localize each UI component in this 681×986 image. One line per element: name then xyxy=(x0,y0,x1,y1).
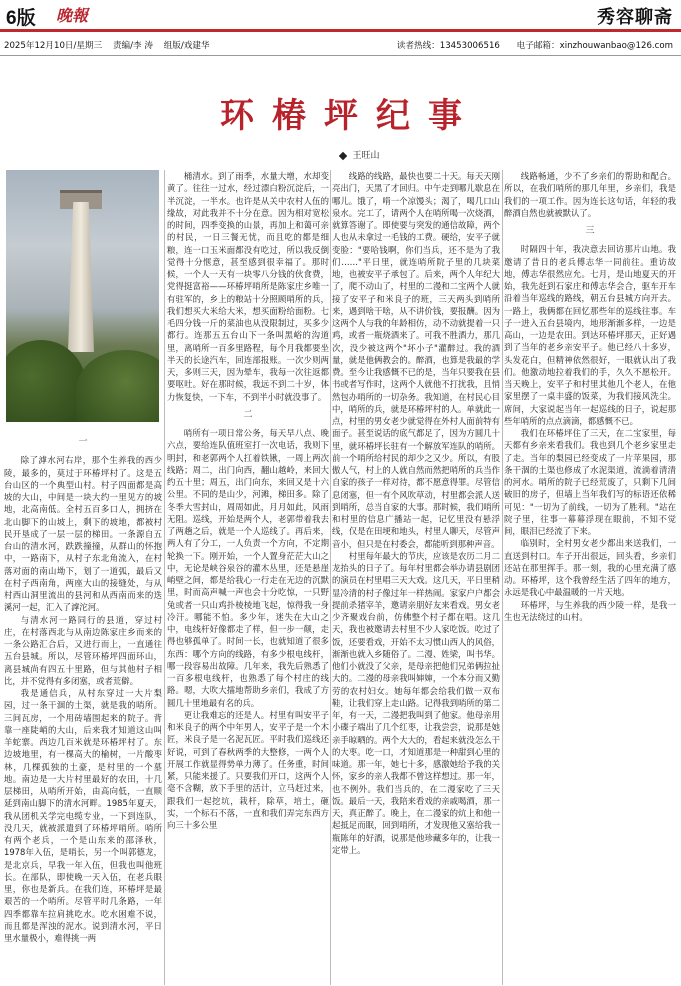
paragraph: 我是通信兵，从村东穿过一大片梨园，过一条干涸的土渠，就是我的哨所。三间瓦房，一个用砖墙围起来的院子。背靠一座陡峭的大山，后来我才知道这山叫羊蛇寨。西边几百米就是环椿坪村了。东边坡地里，有一棵高大的榆树，一片酸枣林，几棵孤独的土豪，是村里的一个墓地。南边是一大片村里最好的农田，十几层梯田，从哨所开始，由高向低，一直顺延到南山脚下的清水河畔。1985年夏天，我从团机关学完电缆专业，一下到连队，没几天，就被派遣到了环椿坪哨所。哨所有两个老兵，一个是山东来的邵泽秋，1978年入伍，是哨长，另一个叫郭德龙，是北京兵，早我一年入伍，但我也叫他班长。在部队，即使晚一天入伍，在老兵眼里，你也是新兵。在我们连，环椿坪是最艰苦的一个哨所。尽管平时几条路，一年四季都靠车拉肩挑吃水。吃水困难不说，而且都是浑浊的泥水。说到清水河，平日里水量极小，难得挑一两 xyxy=(4,688,162,943)
paragraph: 村里每年最大的节庆，应该是农历二月二龙抬头的日子了。每年村里都会举办请县剧团的演员在村里唱三天大戏。这几天，平日里稍显冷清的村子像过年一样热闹。家家户户都会提前杀猪宰羊，邀请亲朋好友来看戏。男女老少齐聚戏台前，仿佛整个村子都在唱。这几天，我也被邀请去村里不少人家吃饭。吃过了饭，还要看戏，开始不太习惯山西人的风俗，渐渐也就入乡随俗了。二漫、姓梁，叫书华。他们小就没了父亲，是母亲把他们兄弟俩拉扯大的。二漫的母亲我叫婶婶，一个本分而又勤劳的农村妇女。她每年都会给我们做一双布鞋，让我们穿上走山路。记得我到哨所的第二年，有一天，二漫把我叫到了他家。他母亲用小碟子端出了几个红枣，让我尝尝，说那是她亲手晾晒的。两个大大的，看起来就没怎么干的大枣。吃一口，才知道那是一种甜到心里的味道。那一年，她七十多，感激她给予我的关怀，家乡的亲人我都不曾这样想过。那一年，也不例外。我们当兵的，在二漫家吃了三天饭。最后一天，我陪来看戏的亲戚喝酒，那一天，真正醉了。晚上，在二漫家的炕上和他一起抵足而眠，回到哨所，才发现他又塞给我一瓶陈年的好酒，说那是他珍藏多年的，让我一定带上。 xyxy=(332,550,500,855)
page-number: 6版 xyxy=(6,8,36,29)
tower-body xyxy=(68,202,94,352)
article-column-2 xyxy=(167,170,329,985)
article-column-4 xyxy=(504,170,676,985)
paragraph: 除了滹水河右岸，那个生养我的西少陵，最多的，莫过于环椿坪村了。这是五台山区的一个典型山村。村子四面都是高坡的大山，中间是一块大约一里见方的坡地，北高南低。全村五百多口人，拥挤在北山脚下的山坡上，剩下的坡地，都被村民开垦成了一层一层的梯田。一条源自五台山的清水河，跌跌撞撞，从群山的怀抱中，一路南下，从村子东北角流入，在村落对面的南山坳下，划了一道弧，最后又在村子西南角，两座大山的接缝处，与从村西山洞里流出的县河和从西南而来的迭溪河一起，汇入了滹沱河。 xyxy=(4,455,162,613)
layout-line: 组版/戏建华 xyxy=(163,41,210,51)
email-address: 电子邮箱：xinzhouwanbao@126.com xyxy=(516,41,673,51)
header-rule xyxy=(0,29,681,32)
meta-left xyxy=(4,39,218,51)
byline-author: 王旺山 xyxy=(352,151,380,161)
paragraph: 哨所有一项日常公务，每天早八点、晚六点，要给连队值班室打一次电话，我则下明封，和老郭两个人扛着铁锹，一周上两次线路；周二，出门向西，翻山越岭，来回大约五十里；周五，出门向东，来回又是十六公里。不同的是山少，河滩，梯田多。除了冬季大雪封山，周周如此，月月如此，风雨无阻。巡线，开始是两个人，老郭带着我去了两趟之后，就是一个人巡线了。再后来，两人有了分工，一人负责一个方向，不定期轮换一下。刚开始，一个人置身茫茫大山之中，无论是峡谷泉谷的灌木丛里，还是悬崖峭壁之间，都是给我心一行走在无边的沉默里，时而高声喊一声也会十分吃惊，一只野兔或者一只山鸡扑棱棱地飞起，惊得我一身冷汗。哪能不怕。多少年，迷失在大山之中，电线杆好像都走了样，但一步一颠，走得也够孤单了。时间一长，也就知道了很多东西：哪个方向的线路，有多少根电线杆，哪一段容易出故障。几年来，我先后熟悉了一百多根电线杆，也熟悉了每个村庄的线路。嗯，大吹大擂地帮助乡亲们，我成了方圆几十里地最有名的兵。 xyxy=(167,428,329,708)
article-column-3 xyxy=(332,170,500,985)
byline xyxy=(290,148,430,161)
meta-row xyxy=(0,38,681,54)
column-divider xyxy=(330,170,331,985)
meta-rule xyxy=(0,55,681,56)
byline-diamond-icon xyxy=(339,151,347,159)
newspaper-name: 晚報 xyxy=(56,6,89,25)
paragraph: 线路畅通，少不了乡亲们的帮助和配合。所以，在我们哨所的那几年里，乡亲们，我是我们的一项工作。因为连长这句话，年轻的我醉酒自然也就被默认了。 xyxy=(504,171,676,218)
article-column-1 xyxy=(4,430,162,985)
section-heading: 一 xyxy=(78,437,88,447)
column-divider xyxy=(164,170,165,985)
editor-line: 责编/李 涛 xyxy=(112,41,153,51)
trees-left xyxy=(6,340,86,422)
section-heading: 二 xyxy=(243,409,253,420)
paragraph: 环椿坪，与生养我的西少陵一样，是我一生也无法绕过的山村。 xyxy=(504,599,676,622)
article-title: 环椿坪纪事 xyxy=(220,96,480,136)
date-line: 2025年12月10日/星期三 xyxy=(4,41,103,51)
paragraph: 桶清水。到了雨季，水量大增，水却变黄了。往往一过水，经过漂白粉沉淀后，一半沉淀，一半水。也许是从关中农村人伍的缘故，对此我并不十分在意。因为相对宽松的时间，四季变换的山景，再加上和蔼可亲的村民，一日三餐无忧，而且吃的都是细粮，连一口玉米面都没有吃过，所以我反倒觉得十分惬意，甚至感到很幸福了。那时候，一个人一天有一块零八分钱的伙食费，党得挺富裕——环椿坪哨所是陈家庄乡唯一有驻军的，乡上的粮站十分照顾哨所的兵，我们想买大米给大米，想买面粉给面粉。七毛四分钱一斤的菜油也从没限制过，买多少都行。连那五五台山下一条叫黑峪的沟道里，离哨所一百多里路程，每个月我都要坐半天的长途汽车，回连部报账。一次少则两天，多则三天，因为晕车，我每一次往返都要呕吐。好在那时候，我远不到二十岁，体力恢复快，一下车，不到半小时就没事了。 xyxy=(167,171,329,402)
paragraph: 我们在环椿坪住了三天，在二宝家里，每天都有乡亲来看我们。我也到几个老乡家里走了走。当年的梨园已经变成了一片苹果园，那条干涸的土渠也修成了水泥渠道，流淌着清清的河水。哨所的院子已经荒废了，只剩下几间破旧的房子，但墙上当年我们写的标语还依稀可见："一切为了前线，一切为了胜利。"站在院子里，往事一幕幕浮现在眼前，不知不觉间，眼泪已经流了下来。 xyxy=(504,428,676,536)
trees-right xyxy=(76,350,159,422)
page-header xyxy=(0,0,681,36)
paragraph: 更让我难忘的还是人。村里有叫安平子和米良子的两个中年男人，安平子是一个木匠，米良子是一名泥瓦匠。平时我们巡线还好说，可到了春秋两季的大整修，一两个人开展工作就显得势单力薄了。任务重，时间紧，只能来援了。只要我们开口，这两个人毫不含糊，放下手里的活计，立马赶过来，跟我们一起挖坑，栽杆，除草，培土，砸实，一个标石不落，一直和我们弄完东西方向三十多公里 xyxy=(167,709,329,830)
article-photo xyxy=(6,170,159,422)
section-name: 秀容聊斋 xyxy=(597,7,673,28)
paragraph: 时隔四十年，我决意去回访那片山地。我邀请了昔日的老兵傅志华一同前往。重访故地，傅志华很然应允。七月，是山地夏天的开始，我先赶到石家庄和傅志华会合，驱车开车沿着当年巡线的路线，朝五台县城方向开去。一路上，我俩都在回忆那些年的巡线往事。车子一进入五台县境内，地形渐渐多样，一边是高山，一边是农田。到达环椿坪那天，正好遇到了当年的老乡亲安平子。他已经八十多岁，头发花白，但精神依然很好，一眼就认出了我们。他激动地拉着我们的手，久久不愿松开。当天晚上，安平子和村里其他几个老人，在他家里摆了一桌丰盛的饭菜，为我们接风洗尘。席间，大家说起当年一起巡线的日子，说起那些年哨所的点点滴滴，都感慨不已。 xyxy=(504,244,676,426)
meta-right xyxy=(383,39,673,51)
section-heading: 三 xyxy=(585,226,595,236)
paragraph: 临别时，全村男女老少都出来送我们，一直送到村口。车子开出很远，回头看，乡亲们还站在那里挥手。那一刻，我的心里充满了感动。环椿坪，这个我曾经生活了四年的地方，永远是我心中最温暖的一片天地。 xyxy=(504,538,676,598)
reader-hotline: 读者热线：13453006516 xyxy=(396,41,500,51)
paragraph: 线路的线路，最快也要二十天。每天天刚亮出门，天黑了才回归。中午走到哪儿歇息在哪儿。饿了，啃一个凉馒头；渴了，喝几口山泉水。完工了，请两个人在哨所喝一次烧酒，就算答谢了。即使要与突发的通信故障，两个人也从未拿过一毛钱的工费。硬给，安平子就变脸："要哈钱啊，你们当兵，还不是为了我们……"平日里，就连哨所院子里的几块菜地，也被安平子承包了。后来，两个人年纪大了，爬不动山了，村里的二漫和二宝两个人就接了安平子和米良子的班，三天两头到哨所来，遇到啥干啥，从不讲价钱，要报酬。因为这两个人与我的年龄相仿，动不动就提着一只鸡，或者一瓶烧酒来了。可我不胜酒力，那几次，没少被这两个"坏小子"灌醉过。我的酒量，就是他俩教会的。醉酒，也算是我最的学费。至今让我感慨不已的是，当年只要我在县书或者写作时，这两个人就他不打扰我，且悄然包办哨所的一切杂务。我知道，在村民心目中，哨所的兵，就是环椿坪村的人。单就此一点，村里的男女老少就觉得在外村人面前特有面子。甚至说话的底气都足了，因为方圆几十里，就环椿坪长驻有一个解放军连队的哨所。前一个哨所给村民的却少之又少。所以，有股傲人气，村上的人就自然而然把哨所的兵当作自家的孩子一样对待，都不愿意得罪。尽管信息闭塞，但一有个风吹草动，村里都会派人送到哨所，总当自家的大事。那时候，我们哨所和村里的信息广播站一起，记忆里没有悬浮线，仅是在田埂和地头，村里人聊天，尽管声音小，但只是在村委会，都能听到那种声音。 xyxy=(332,171,500,549)
column-divider xyxy=(502,170,503,985)
paragraph: 与清水河一路同行的县道，穿过村庄，在村落西北与从南边陈家庄乡而来的一条公路汇合后，又进行而上，一直通往五台县城。所以，尽管环椿坪四面环山，离县城尚有四五十里路，但与其他村子相比，并不觉得有多闭塞，或者荒僻。 xyxy=(4,614,162,686)
